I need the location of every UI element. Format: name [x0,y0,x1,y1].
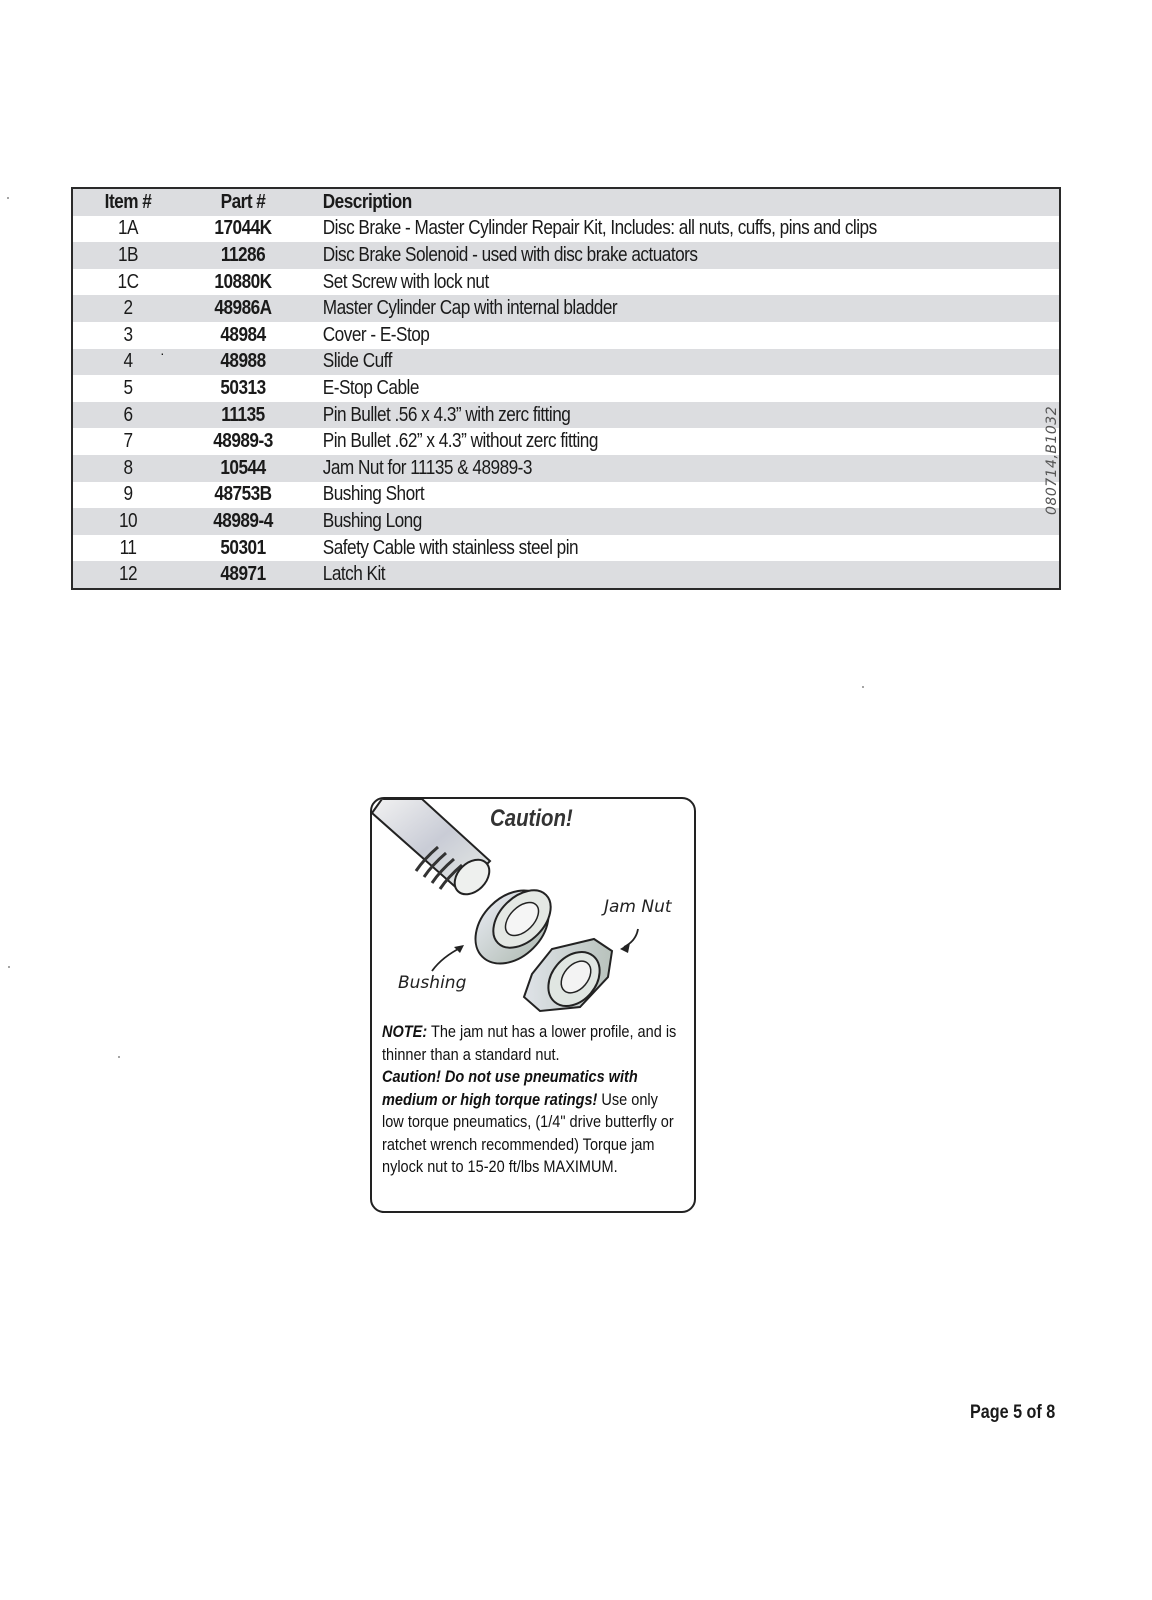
part-description: Bushing Short [322,483,425,506]
item-number: 5 [123,376,133,399]
jam-nut-label: Jam Nut [604,897,672,917]
parts-table [71,187,1061,590]
part-number: 48989-4 [213,509,273,532]
part-description: Pin Bullet .62” x 4.3” without zerc fitting [322,430,598,453]
part-number: 48984 [220,323,266,346]
item-number: 8 [123,456,133,479]
item-number: 4 [123,350,133,373]
part-description: Latch Kit [322,563,386,586]
table-row [73,269,1059,296]
item-number: 3 [123,323,133,346]
caution-warning: Caution! Do not use pneumatics with medium or high torque ratings! [382,1068,638,1109]
part-description: Set Screw with lock nut [322,270,489,293]
scan-speck: · [160,345,165,361]
table-row [73,375,1059,402]
item-number: 7 [123,430,133,453]
caution-title: Caution! [490,805,573,832]
caution-instructions: Use only low torque pneumatics, (1/4" drive butterfly or ratchet wrench recommended) Torque jam nylock nut to 15-20 ft/lbs MAXIMUM. [382,1090,674,1176]
part-description: Disc Brake - Master Cylinder Repair Kit, Includes: all nuts, cuffs, pins and clips [322,217,877,240]
item-number: 10 [118,509,138,532]
note-label: NOTE: [382,1023,428,1041]
table-row [73,482,1059,509]
caution-note [382,1021,681,1179]
part-number: 48986A [214,297,272,320]
item-number: 12 [118,563,138,586]
part-number: 48989-3 [213,430,273,453]
part-description: Slide Cuff [322,350,392,373]
scan-speck [8,966,10,968]
part-number: 48971 [220,563,266,586]
item-number: 9 [123,483,133,506]
part-description: Bushing Long [322,509,422,532]
part-description: Master Cylinder Cap with internal bladder [322,297,618,320]
part-number: 50313 [220,376,266,399]
header-item: Item # [104,190,152,213]
note-text: The jam nut has a lower profile, and is thinner than a standard nut. [382,1023,677,1064]
part-description: Safety Cable with stainless steel pin [322,536,579,559]
scan-speck [118,1056,120,1058]
item-number: 2 [123,297,133,320]
table-row [73,455,1059,482]
table-header [73,189,1059,216]
part-description: Pin Bullet .56 x 4.3” with zerc fitting [322,403,571,426]
part-number: 50301 [220,536,266,559]
header-part: Part # [220,190,266,213]
table-row [73,561,1059,588]
table-row [73,402,1059,429]
table-row [73,508,1059,535]
item-number: 11 [119,536,137,559]
item-number: 1C [117,270,139,293]
part-description: E-Stop Cable [322,376,419,399]
table-row [73,242,1059,269]
document-code: 080714,B1032 [1044,405,1060,515]
part-number: 48988 [220,350,266,373]
item-number: 1B [117,243,138,266]
part-number: 11135 [221,403,265,426]
item-number: 6 [123,403,133,426]
scan-speck [7,197,9,199]
table-row [73,216,1059,243]
part-description: Jam Nut for 11135 & 48989-3 [322,456,532,479]
part-description: Disc Brake Solenoid - used with disc brake actuators [322,243,698,266]
table-row [73,349,1059,376]
part-description: Cover - E-Stop [322,323,430,346]
part-number: 10544 [220,456,266,479]
table-row [73,428,1059,455]
table-row [73,322,1059,349]
bushing-label: Bushing [398,973,467,993]
caution-box [370,797,696,1213]
header-description: Description [322,190,412,213]
item-number: 1A [117,217,138,240]
page-number: Page 5 of 8 [970,1402,1056,1423]
part-number: 48753B [214,483,272,506]
scan-speck [862,686,864,688]
part-number: 17044K [214,217,272,240]
table-row [73,535,1059,562]
part-number: 10880K [214,270,272,293]
table-row [73,295,1059,322]
part-number: 11286 [220,243,266,266]
